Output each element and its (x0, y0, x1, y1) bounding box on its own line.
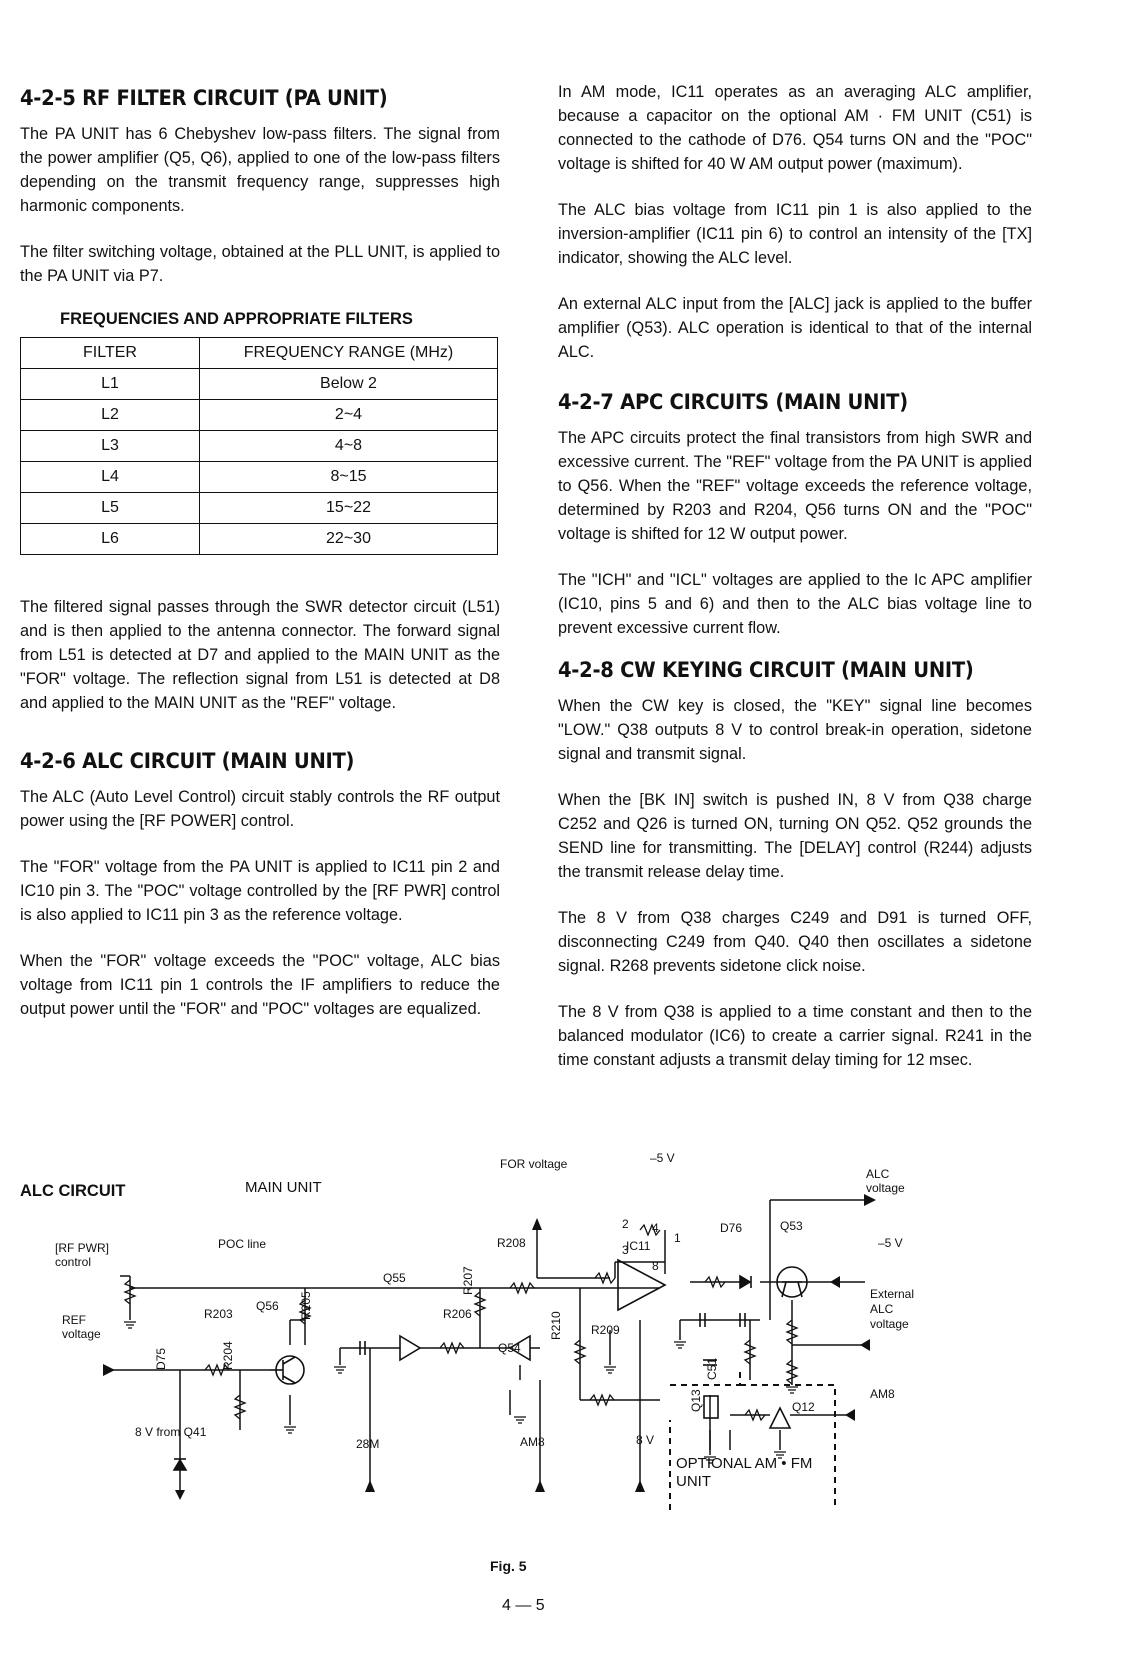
q53-label: Q53 (780, 1219, 803, 1233)
q12-amplifier (770, 1408, 790, 1428)
r205-label: R205 (299, 1291, 313, 1320)
ref-voltage-label: voltage (62, 1327, 101, 1341)
paragraph: In AM mode, IC11 operates as an averaging ALC amplifier, because a capacitor on the optional AM · FM UNIT (C51) is connected to the cathode of D76. Q54 turns ON and the "POC" voltage is shifted for 40 W AM output power (maximum). (558, 83, 1032, 173)
r203-label: R203 (204, 1307, 233, 1321)
table-row (21, 462, 498, 493)
r207-label: R207 (461, 1266, 475, 1295)
q13-switch (704, 1396, 718, 1418)
paragraph: The 8 V from Q38 is applied to a time constant and then to the balanced modulator (IC6) to create a carrier signal. R241 in the time constant adjusts a transmit delay timing for 12 msec. (558, 1003, 1032, 1069)
pin-2-label: 2 (622, 1217, 629, 1231)
poc-line-label: POC line (218, 1237, 267, 1251)
q56-label: Q56 (256, 1299, 279, 1313)
table-row (21, 369, 498, 400)
table-cell: 15~22 (200, 493, 498, 524)
am8-right-label: AM8 (870, 1387, 895, 1401)
diagram-labels (55, 1151, 914, 1490)
table-row (21, 400, 498, 431)
paragraph: The "FOR" voltage from the PA UNIT is applied to IC11 pin 2 and IC10 pin 3. The "POC" voltage controlled by the [RF PWR] control is also applied to IC11 pin 3 as the reference voltage. (20, 858, 500, 924)
pin-1-label: 1 (674, 1231, 681, 1245)
ext-alc-label: ALC (870, 1302, 894, 1316)
for-voltage-label: FOR voltage (500, 1157, 568, 1171)
table-cell: L4 (21, 462, 200, 493)
section-heading-4-2-5: 4-2-5 RF FILTER CIRCUIT (PA UNIT) (20, 86, 388, 110)
d76-diode (740, 1276, 750, 1288)
ic11-label: IC11 (626, 1239, 651, 1253)
table-cell: 22~30 (200, 524, 498, 555)
figure-caption: Fig. 5 (490, 1558, 527, 1574)
r209-label: R209 (591, 1323, 620, 1337)
paragraph: The "ICH" and "ICL" voltages are applied to the Ic APC amplifier (IC10, pins 5 and 6) and then to the ALC bias voltage line to prevent excessive current flow. (558, 571, 1032, 637)
section-heading-4-2-6: 4-2-6 ALC CIRCUIT (MAIN UNIT) (20, 749, 355, 773)
table-cell: 8~15 (200, 462, 498, 493)
table-header-row (21, 338, 498, 369)
unit-label: UNIT (676, 1473, 711, 1490)
28m-label: 28M (356, 1437, 380, 1451)
section-heading-4-2-8: 4-2-8 CW KEYING CIRCUIT (MAIN UNIT) (558, 658, 974, 682)
8v-from-q41-label: 8 V from Q41 (135, 1425, 207, 1439)
q54-label: Q54 (498, 1341, 521, 1355)
table-header: FILTER (21, 338, 200, 369)
table-cell: L3 (21, 431, 200, 462)
main-unit-label: MAIN UNIT (245, 1179, 322, 1196)
input-arrows (365, 1480, 645, 1492)
minus-5v-right-label: –5 V (878, 1236, 903, 1250)
table-title: FREQUENCIES AND APPROPRIATE FILTERS (60, 310, 413, 328)
table-row (21, 524, 498, 555)
table-cell: L5 (21, 493, 200, 524)
q12-label: Q12 (792, 1400, 815, 1414)
8v-label: 8 V (636, 1433, 655, 1447)
c51-label: C51 (705, 1357, 719, 1380)
rf-pwr-label: [RF PWR] (55, 1241, 109, 1255)
d76-label: D76 (720, 1221, 743, 1235)
q55-amplifier (400, 1336, 420, 1360)
d75-label: D75 (154, 1347, 168, 1370)
table-row (21, 431, 498, 462)
paragraph: The filtered signal passes through the SWR detector circuit (L51) and is then applied to the antenna connector. The forward signal from L51 is detected at D7 and applied to the MAIN UNIT as the "FOR" voltage. The reflection signal from L51 is detected at D8 and applied to the MAIN UNIT as the "REF" voltage. (20, 598, 500, 712)
alc-output-voltage-label: voltage (866, 1181, 905, 1195)
r208-label: R208 (497, 1236, 526, 1250)
external-label: External (870, 1287, 915, 1301)
r206-label: R206 (443, 1307, 472, 1321)
table-cell: 4~8 (200, 431, 498, 462)
paragraph: The 8 V from Q38 charges C249 and D91 is turned OFF, disconnecting C249 from Q40. Q40 then oscillates a sidetone signal. R268 prevents sidetone click noise. (558, 909, 1032, 975)
alc-output-label: ALC (866, 1167, 890, 1181)
table-header: FREQUENCY RANGE (MHz) (200, 338, 498, 369)
optional-unit-label: OPTIONAL AM • FM (676, 1455, 813, 1472)
q55-label: Q55 (383, 1271, 406, 1285)
minus-5v-top-label: –5 V (650, 1151, 675, 1165)
table-cell: Below 2 (200, 369, 498, 400)
r210-label: R210 (549, 1311, 563, 1340)
paragraph: The PA UNIT has 6 Chebyshev low-pass filters. The signal from the power amplifier (Q5, Q6), applied to one of the low-pass filters depending on the transmit frequency range, suppresses high harmonic components. (20, 125, 500, 215)
paragraph: When the "FOR" voltage exceeds the "POC" voltage, ALC bias voltage from IC11 pin 1 controls the IF amplifiers to reduce the output power until the "FOR" and "POC" voltages are equalized. (20, 952, 500, 1018)
table-cell: 2~4 (200, 400, 498, 431)
section-heading-4-2-7: 4-2-7 APC CIRCUITS (MAIN UNIT) (558, 390, 908, 414)
table-cell: L6 (21, 524, 200, 555)
q13-label: Q13 (689, 1389, 703, 1412)
table-cell: L2 (21, 400, 200, 431)
filter-table (20, 337, 498, 555)
am8-bottom-label: AM8 (520, 1435, 545, 1449)
paragraph: An external ALC input from the [ALC] jack is applied to the buffer amplifier (Q53). ALC operation is identical to that of the internal ALC. (558, 295, 1032, 361)
pin-4-label: 4 (652, 1221, 659, 1235)
paragraph: The filter switching voltage, obtained at the PLL UNIT, is applied to the PA UNIT via P7. (20, 243, 500, 285)
left-column (20, 80, 500, 1043)
pin-8-label: 8 (652, 1259, 659, 1273)
r204-label: R204 (221, 1341, 235, 1370)
ref-label: REF (62, 1313, 86, 1327)
paragraph: The ALC bias voltage from IC11 pin 1 is also applied to the inversion-amplifier (IC11 pin 6) to control an intensity of the [TX] indicator, showing the ALC level. (558, 201, 1032, 267)
paragraph: When the [BK IN] switch is pushed IN, 8 V from Q38 charge C252 and Q26 is turned ON, turning ON Q52. Q52 grounds the SEND line for transmitting. The [DELAY] control (R244) adjusts the transmit release delay time. (558, 791, 1032, 881)
ext-voltage-label: voltage (870, 1317, 909, 1331)
control-label: control (55, 1255, 92, 1269)
paragraph: The ALC (Auto Level Control) circuit stably controls the RF output power using the [RF POWER] control. (20, 788, 500, 830)
table-row (21, 493, 498, 524)
table-cell: L1 (21, 369, 200, 400)
right-column (558, 80, 1032, 1094)
paragraph: The APC circuits protect the final transistors from high SWR and excessive current. The "REF" voltage from the PA UNIT is applied to Q56. When the "REF" voltage exceeds the reference voltage, determined by R203 and R204, Q56 turns ON and the "POC" voltage is shifted for 12 W output power. (558, 429, 1032, 543)
d75-diode (174, 1460, 186, 1470)
figure-title: ALC CIRCUIT (20, 1182, 126, 1200)
pin-3-label: 3 (622, 1243, 629, 1257)
page-number: 4 — 5 (502, 1597, 545, 1614)
paragraph: When the CW key is closed, the "KEY" signal line becomes "LOW." Q38 outputs 8 V to control break-in operation, sidetone signal and transmit signal. (558, 697, 1032, 763)
